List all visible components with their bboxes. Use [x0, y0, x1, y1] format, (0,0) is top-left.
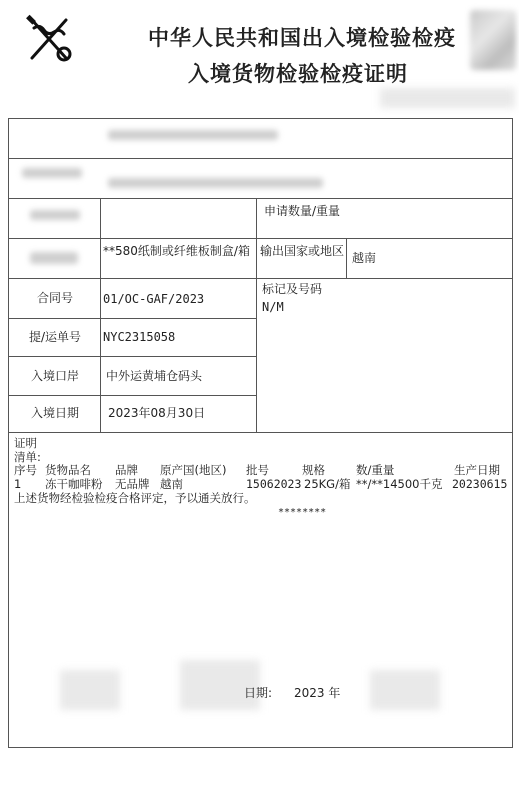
title-line-2: 入境货物检验检疫证明 — [188, 62, 408, 86]
title-line-1: 中华人民共和国出入境检验检疫 — [148, 26, 456, 50]
sign-date-value: 2023 年 — [294, 686, 341, 700]
cell-batch: 15062023 — [246, 477, 302, 491]
bl-number: NYC2315058 — [103, 330, 176, 344]
qr-code-image — [470, 10, 516, 70]
statement-text: 上述货物经检验检疫合格评定，予以通关放行。 — [14, 491, 256, 505]
marks-label: 标记及号码 — [262, 282, 323, 296]
col-header-spec: 规格 — [302, 463, 325, 477]
cell-qty: **/**14500千克 — [356, 477, 443, 491]
redacted-consignee — [108, 130, 278, 140]
redacted-stamp — [370, 670, 440, 710]
contract-label: 合同号 — [36, 291, 73, 305]
list-label: 清单: — [14, 450, 41, 464]
cell-brand: 无品牌 — [115, 477, 150, 491]
stars-line: ******** — [278, 507, 327, 518]
cell-spec: 25KG/箱 — [304, 477, 351, 491]
port-value: 中外运黄埔仓码头 — [106, 369, 203, 383]
col-header-origin: 原产国(地区) — [160, 463, 227, 477]
cell-prod-date: 20230615 — [452, 477, 508, 491]
apply-qty-label: 申请数量/重量 — [263, 204, 341, 218]
marks-value: N/M — [262, 300, 284, 314]
cell-name: 冻干咖啡粉 — [45, 477, 103, 491]
col-header-qty: 数/重量 — [356, 463, 395, 477]
sign-date-label: 日期: — [244, 686, 273, 700]
contract-number: 01/OC-GAF/2023 — [103, 292, 205, 306]
redacted-label — [30, 210, 80, 220]
port-label: 入境口岸 — [30, 369, 79, 383]
origin-country-label: 输出国家或地区 — [259, 244, 344, 258]
entry-date-value: 2023年08月30日 — [108, 406, 206, 420]
bl-label: 提/运单号 — [28, 330, 82, 344]
origin-country-value: 越南 — [352, 251, 377, 265]
certificate-heading: 证明 — [14, 436, 37, 450]
redacted-consignor — [108, 178, 323, 188]
redacted-label — [22, 168, 82, 178]
cell-no: 1 — [14, 477, 22, 491]
entry-date-label: 入境日期 — [30, 406, 79, 420]
redacted-goods-label — [30, 252, 78, 264]
col-header-batch: 批号 — [246, 463, 269, 477]
col-header-no: 序号 — [14, 463, 37, 477]
col-header-name: 货物品名 — [45, 463, 91, 477]
cell-origin: 越南 — [160, 477, 183, 491]
redacted-stamp — [180, 660, 260, 710]
col-header-brand: 品牌 — [115, 463, 138, 477]
quarantine-emblem-icon — [24, 14, 74, 64]
redacted-signature — [60, 670, 120, 710]
goods-description: **580纸制或纤维板制盒/箱 — [103, 244, 250, 258]
col-header-prod-date: 生产日期 — [454, 463, 500, 477]
redaction-smudge — [380, 88, 515, 108]
